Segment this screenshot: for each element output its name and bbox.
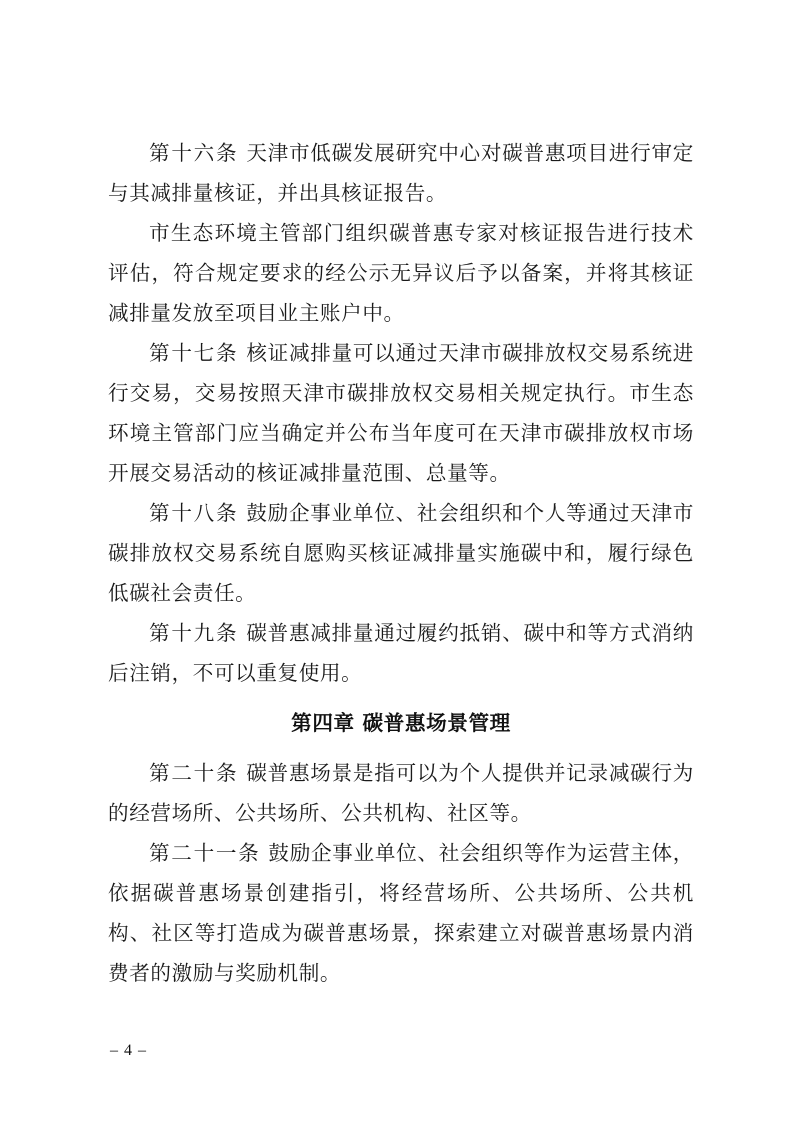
article-text: 鼓励企事业单位、社会组织等作为运营主体，依据碳普惠场景创建指引，将经营场所、公共场所、公共机构、社区等打造成为碳普惠场景，探索建立对碳普惠场景内消费者的激励与奖励机制。 xyxy=(108,841,695,985)
article-16-paragraph-2 xyxy=(108,213,694,333)
page-number: – 4 – xyxy=(110,1042,147,1059)
article-text: 碳普惠场景是指可以为个人提供并记录减碳行为的经营场所、公共场所、公共机构、社区等。 xyxy=(108,761,694,825)
article-label: 第十八条 xyxy=(149,501,239,525)
article-label: 第二十一条 xyxy=(149,841,261,865)
article-17 xyxy=(108,333,694,493)
article-label: 第二十条 xyxy=(149,761,239,785)
article-text: 市生态环境主管部门组织碳普惠专家对核证报告进行技术评估，符合规定要求的经公示无异议后予以备案，并将其核证减排量发放至项目业主账户中。 xyxy=(108,221,694,325)
article-text: 核证减排量可以通过天津市碳排放权交易系统进行交易，交易按照天津市碳排放权交易相关规定执行。市生态环境主管部门应当确定并公布当年度可在天津市碳排放权市场开展交易活动的核证减排量范围、总量等。 xyxy=(108,341,694,485)
article-label: 第十九条 xyxy=(149,621,239,645)
article-text: 鼓励企事业单位、社会组织和个人等通过天津市碳排放权交易系统自愿购买核证减排量实施碳中和，履行绿色低碳社会责任。 xyxy=(108,501,694,605)
chapter-title: 第四章 碳普惠场景管理 xyxy=(291,711,511,735)
article-21 xyxy=(108,833,694,993)
article-20 xyxy=(108,753,694,833)
article-16 xyxy=(108,133,694,213)
article-label: 第十七条 xyxy=(149,341,239,365)
article-text: 天津市低碳发展研究中心对碳普惠项目进行审定与其减排量核证，并出具核证报告。 xyxy=(108,141,694,205)
article-text: 碳普惠减排量通过履约抵销、碳中和等方式消纳后注销，不可以重复使用。 xyxy=(108,621,694,685)
document-body xyxy=(108,133,694,993)
article-19 xyxy=(108,613,694,693)
article-label: 第十六条 xyxy=(149,141,239,165)
article-18 xyxy=(108,493,694,613)
